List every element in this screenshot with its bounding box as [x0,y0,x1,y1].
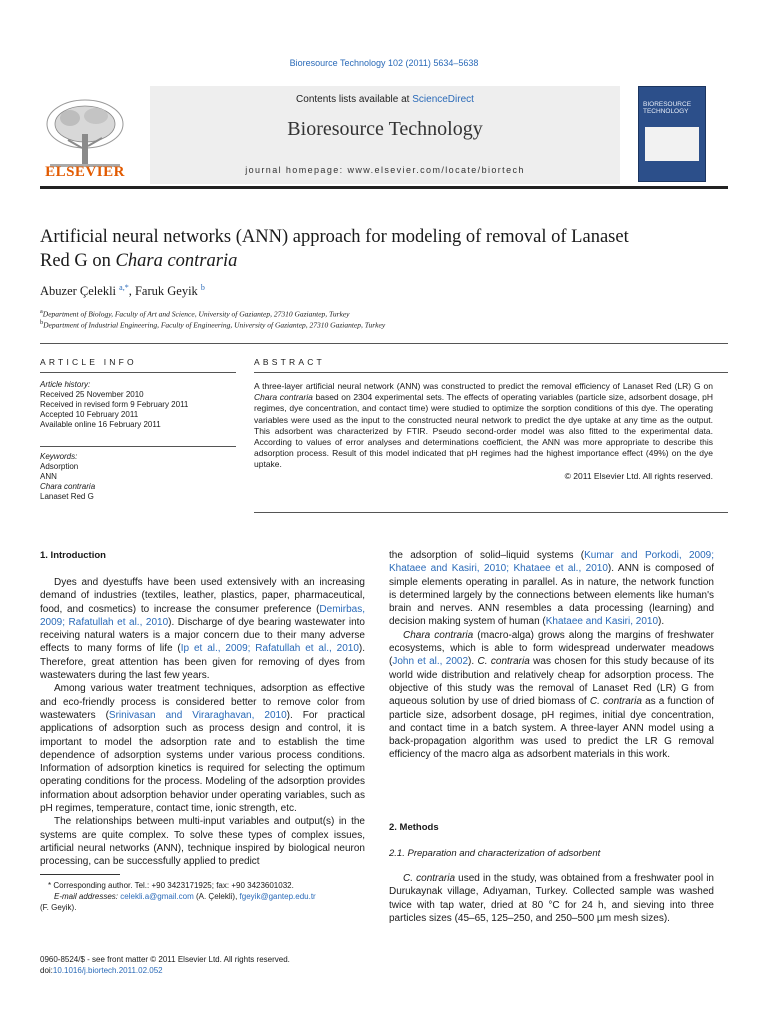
journal-citation[interactable]: Bioresource Technology 102 (2011) 5634–5638 [289,58,479,68]
paragraph: Dyes and dyestuffs have been used extensively with an increasing demand of industries (textiles, leather, plastics, paper, pharmaceutical, food, and cosmetics) to increase the consumer preference (Demirbas, 2009; Rafatullah et al., 2010). Discharge of dye bearing wastewater into receiving natural waters is a major concern due to their many adverse effects to many forms of life (Ip et al., 2009; Rafatullah et al., 2010). Therefore, great attention has been given for removing of dyes from wastewaters during the last few years. [40,577,365,682]
paragraph: Chara contraria (macro-alga) grows along the margins of freshwater ecosystems, which is able to form widespread underwater meadows (John et al., 2002). C. contraria was chosen for this study because of its world wide distribution and relatively cheap for adsorption process. The objective of this study was the removal of Lanaset Red (LR) G from aqueous solution by use of dried biomass of C. contraria as a function of particle size, adsorbent dosage, pH regimes, initial dye concentration, and contact time in a batch system. A three-layer ANN model using a back-propagation algorithm was used to predict the LR G removal efficiency of the macro alga as adsorbent materials in this work. [389,629,715,761]
author-name[interactable]: Abuzer Çelekli [40,284,117,299]
paragraph: the adsorption of solid–liquid systems (Kumar and Porkodi, 2009; Khataee and Kasiri, 2010; Khataee et al., 2010). ANN is composed of simple elements operating in parallel. As in nature, the network function is determined largely by the connections between elements like human's brain and nerves. ANN resembles a data processing (learning) and decision making system of human (Khataee and Kasiri, 2010). [389,550,714,628]
issn-doi: 0960-8524/$ - see front matter © 2011 Elsevier Ltd. All rights reserved. doi:10.1016/j.biortech.2011.02.052 [40,955,290,975]
doi-link[interactable]: 10.1016/j.biortech.2011.02.052 [52,966,163,975]
paragraph: C. contraria used in the study, was obtained from a freshwater pool in Durukaynak village, Adıyaman, Turkey. Collected sample was washed twice with tap water, dried at 80 °C for 24 h, and sieving into three particles sizes (45–65, 125–250, and 250–500 µm mesh sizes). [389,873,714,924]
email-link[interactable]: fgeyik@gantep.edu.tr [239,892,316,901]
journal-cover-thumbnail[interactable] [638,86,706,182]
corresponding-author-note: * Corresponding author. Tel.: +90 3423171925; fax: +90 3423601032. [48,881,294,890]
affiliation-a: $^a$Department of Biology, Faculty of Art and Science, University of Gaziantep, 27310 Gaziantep, Turkey [40,308,350,319]
copyright: © 2011 Elsevier Ltd. All rights reserved. [564,470,713,481]
citation-link[interactable]: Kumar and Porkodi, 2009; Khataee and Kasiri, 2010; Khataee et al., 2010 [389,550,714,575]
divider [40,343,728,344]
cover-graphic [645,127,699,161]
divider [40,372,236,373]
article-history: Article history: Received 25 November 2010 Received in revised form 9 February 2011 Accepted 10 February 2011 Available online 16 February 2011 [40,380,189,429]
introduction-text [40,576,365,869]
right-column-text [389,549,714,762]
subsection-heading: 2.1. Preparation and characterization of adsorbent [389,848,601,859]
keywords: Keywords: Adsorption ANN Chara contraria Lanaset Red G [40,452,96,501]
abstract-text: A three-layer artificial neural network (ANN) was constructed to predict the removal efficiency of Lanaset Red (LR) G on Chara contraria based on 2304 experimental sets. The effects of operating variables (particle size, adsorbent dosage, pH regimes, dye concentration, and contact time) were studied to optimize the sorption conditions of this dye. The operating variables were used as the input to the constructed neural network to predict the dye uptake at any time as the output. This adsorbent was characterized by FTIR. Pseudo second-order model was also fitted to the experimental data. According to values of error analyses and determinations coefficient, the ANN was more appropriate to describe this adsorption process. Result of this model indicated that pH regimes had the highest importance effect (49%) on the dye uptake. © 2011 Elsevier Ltd. All rights reserved. [254,381,713,481]
section-heading-methods: 2. Methods [389,822,439,833]
citation-link[interactable]: Khataee and Kasiri, 2010 [545,616,659,628]
citation-link[interactable]: John et al., 2002 [392,656,469,668]
elsevier-wordmark: ELSEVIER [45,164,125,180]
cover-title: BIORESOURCE TECHNOLOGY [643,101,692,115]
journal-homepage[interactable]: journal homepage: www.elsevier.com/locate/biortech [245,165,525,175]
contents-prefix: Contents lists available at [296,94,410,105]
author-affil-sup[interactable]: a,* [119,283,129,292]
citation-link[interactable]: Demirbas, 2009; Rafatullah et al., 2010 [40,603,365,628]
divider [40,446,236,447]
footnotes: * Corresponding author. Tel.: +90 3423171925; fax: +90 3423601032. E-mail addresses: celekli.a@gmail.com (A. Çelekli), fgeyik@gantep.edu.tr (F. Geyik). [40,881,316,912]
section-heading-introduction: 1. Introduction [40,550,106,561]
author-affil-sup[interactable]: b [200,283,205,292]
divider [254,512,728,513]
paragraph: The relationships between multi-input variables and output(s) in the systems are quite complex. To solve these types of complex issues, artificial neural networks (ANN), technique inspired by biological neuron processing, can be successfully applied to predict [40,816,365,868]
article-title: Artificial neural networks (ANN) approach for modeling of removal of Lanaset Red G on Chara contraria [40,227,629,271]
email-link[interactable]: celekli.a@gmail.com [120,892,194,901]
abstract-heading: ABSTRACT [254,357,325,367]
paragraph: Among various water treatment techniques, adsorption as effective and eco-friendly process is considered better to remove color from wastewaters (Srinivasan and Viraraghavan, 2010). For practical applications of adsorption such as process design and control, it is important to model the adsorption rate and to establish the time dependence of adsorption systems under various process conditions. Information of adsorption kinetics is required for selecting the optimum operating conditions for the process. Modeling of the adsorption provides information about adsorption behavior under operating variables, such as pH regimes, temperature, contact time, ionic strength, etc. [40,683,365,815]
author-name[interactable]: Faruk Geyik [134,284,198,299]
methods-text [389,872,714,925]
article-info-heading: ARTICLE INFO [40,357,137,367]
journal-title: Bioresource Technology [287,118,483,140]
citation-link[interactable]: Ip et al., 2009; Rafatullah et al., 2010 [180,643,359,655]
contents-line [150,94,620,105]
divider [254,372,728,373]
header-rule [40,186,728,189]
citation-link[interactable]: Srinivasan and Viraraghavan, 2010 [108,709,287,721]
sciencedirect-link[interactable]: ScienceDirect [412,94,474,105]
author-list: Abuzer Çelekli $^{a,*}$, Faruk Geyik $^b$ [40,283,205,299]
issn-line: 0960-8524/$ - see front matter © 2011 Elsevier Ltd. All rights reserved. [40,955,290,964]
affiliation-b: $^b$Department of Industrial Engineering, Faculty of Engineering, University of Gaziantep, 27310 Gaziantep, Turkey [40,319,386,330]
footnote-rule [40,874,120,875]
